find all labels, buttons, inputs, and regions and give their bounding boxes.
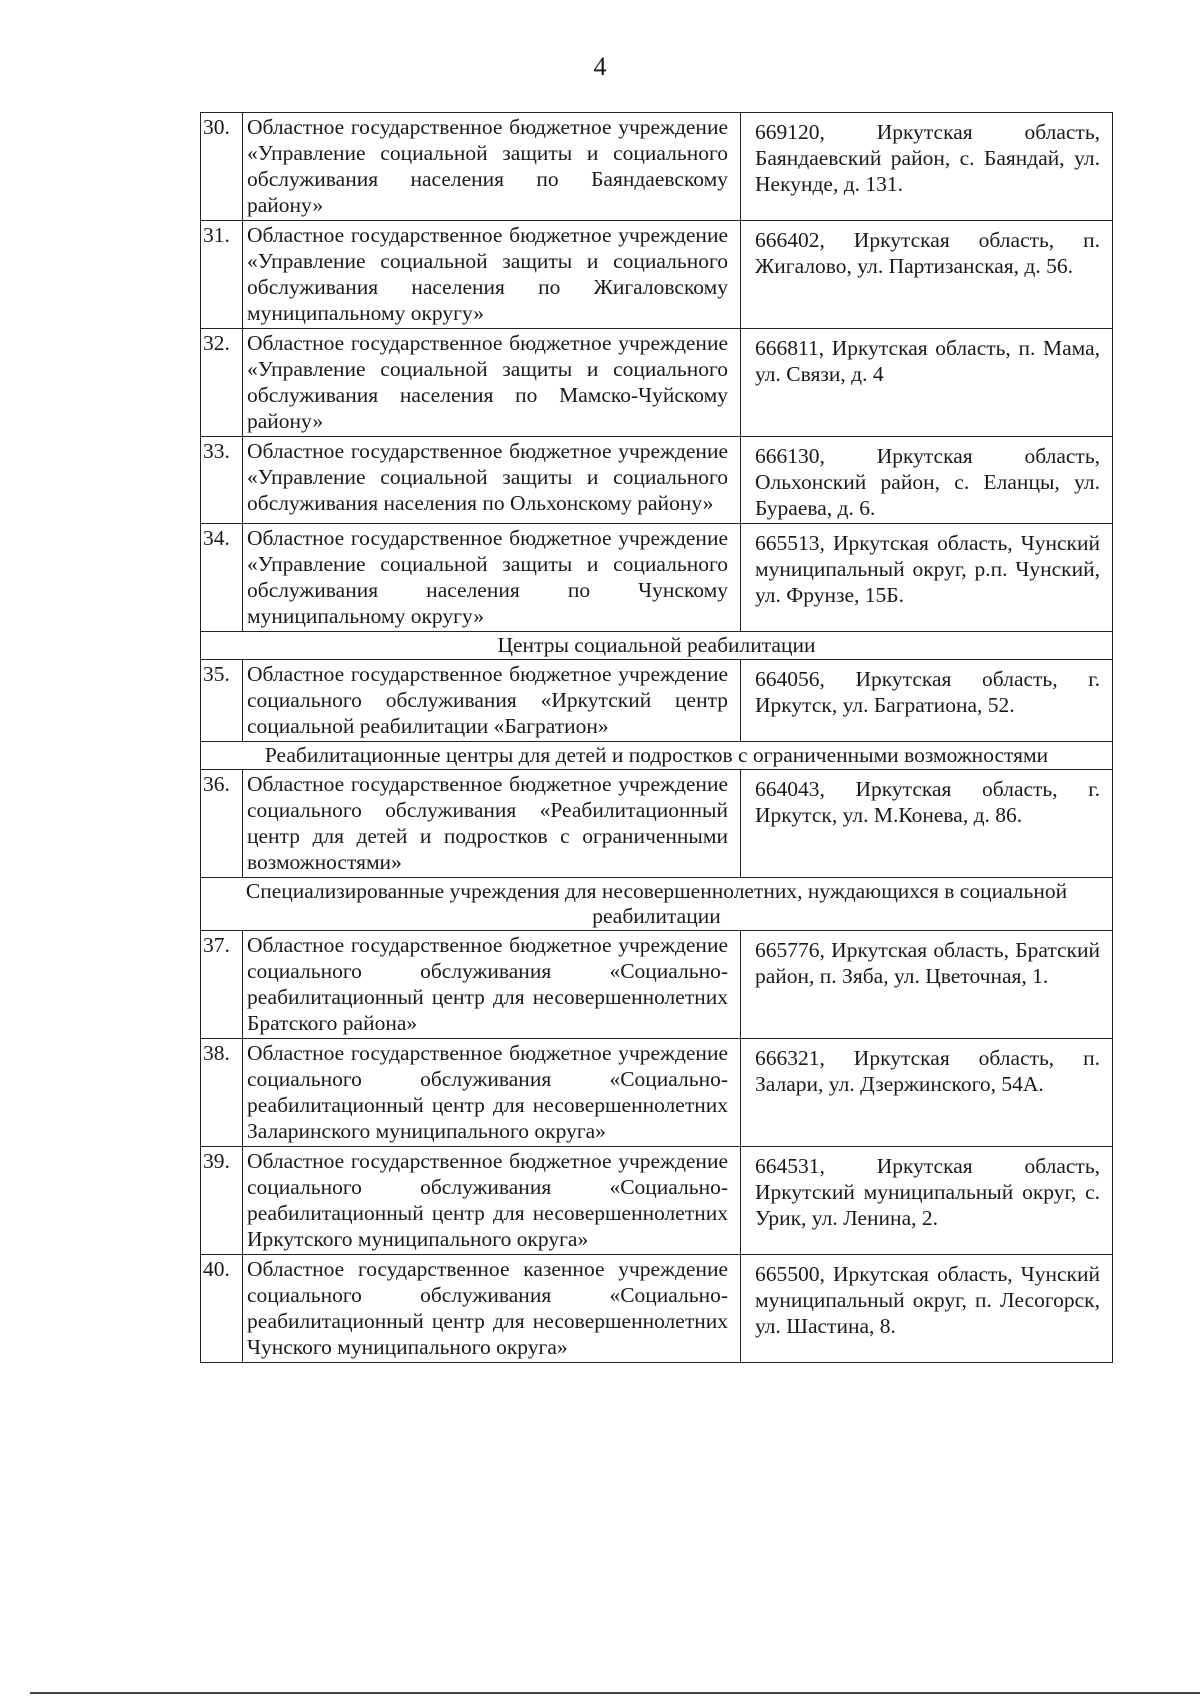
- institution-name: Областное государственное бюджетное учреждение «Управление социальной защиты и социального обслуживания населения по Жигаловскому муниципальному округу»: [243, 221, 741, 329]
- institution-address: 666321, Иркутская область, п. Залари, ул. Дзержинского, 54А.: [741, 1039, 1113, 1147]
- section-title: Специализированные учреждения для несовершеннолетних, нуждающихся в социальной реабилитации: [201, 878, 1113, 931]
- table-row: [201, 221, 1113, 329]
- institution-name: Областное государственное бюджетное учреждение «Управление социальной защиты и социального обслуживания населения по Баяндаевскому району»: [243, 113, 741, 221]
- institutions-table: [200, 112, 1113, 1363]
- row-number: 36.: [201, 770, 243, 878]
- table-row: [201, 437, 1113, 524]
- institution-address: 665776, Иркутская область, Братский район, п. Зяба, ул. Цветочная, 1.: [741, 931, 1113, 1039]
- institution-name: Областное государственное бюджетное учреждение социального обслуживания «Социально-реабилитационный центр для несовершеннолетних Заларинского муниципального округа»: [243, 1039, 741, 1147]
- institution-address: 665500, Иркутская область, Чунский муниципальный округ, п. Лесогорск, ул. Шастина, 8.: [741, 1255, 1113, 1363]
- table-row: [201, 1147, 1113, 1255]
- institution-address: 669120, Иркутская область, Баяндаевский район, с. Баяндай, ул. Некунде, д. 131.: [741, 113, 1113, 221]
- page-number: 4: [593, 52, 607, 81]
- section-header-row: [201, 632, 1113, 660]
- institution-name: Областное государственное бюджетное учреждение социального обслуживания «Реабилитационный центр для детей и подростков с ограниченными возможностями»: [243, 770, 741, 878]
- institution-name: Областное государственное бюджетное учреждение социального обслуживания «Социально-реабилитационный центр для несовершеннолетних Иркутского муниципального округа»: [243, 1147, 741, 1255]
- row-number: 31.: [201, 221, 243, 329]
- table-row: [201, 524, 1113, 632]
- institution-address: 666402, Иркутская область, п. Жигалово, ул. Партизанская, д. 56.: [741, 221, 1113, 329]
- institution-name: Областное государственное бюджетное учреждение социального обслуживания «Социально-реабилитационный центр для несовершеннолетних Братского района»: [243, 931, 741, 1039]
- row-number: 33.: [201, 437, 243, 524]
- bottom-rule: [30, 1692, 1200, 1694]
- row-number: 38.: [201, 1039, 243, 1147]
- section-header-row: [201, 878, 1113, 931]
- table-row: [201, 660, 1113, 742]
- row-number: 40.: [201, 1255, 243, 1363]
- institution-name: Областное государственное бюджетное учреждение «Управление социальной защиты и социального обслуживания населения по Чунскому муниципальному округу»: [243, 524, 741, 632]
- table-row: [201, 1255, 1113, 1363]
- institution-address: 664043, Иркутская область, г. Иркутск, ул. М.Конева, д. 86.: [741, 770, 1113, 878]
- institution-address: 666811, Иркутская область, п. Мама, ул. Связи, д. 4: [741, 329, 1113, 437]
- institution-name: Областное государственное бюджетное учреждение «Управление социальной защиты и социального обслуживания населения по Мамско-Чуйскому району»: [243, 329, 741, 437]
- institution-address: 664531, Иркутская область, Иркутский муниципальный округ, с. Урик, ул. Ленина, 2.: [741, 1147, 1113, 1255]
- institution-name: Областное государственное казенное учреждение социального обслуживания «Социально-реабилитационный центр для несовершеннолетних Чунского муниципального округа»: [243, 1255, 741, 1363]
- section-title: Реабилитационные центры для детей и подростков с ограниченными возможностями: [201, 742, 1113, 770]
- institutions-table-body: [201, 113, 1113, 1363]
- institution-address: 665513, Иркутская область, Чунский муниципальный округ, р.п. Чунский, ул. Фрунзе, 15Б.: [741, 524, 1113, 632]
- section-title: Центры социальной реабилитации: [201, 632, 1113, 660]
- row-number: 37.: [201, 931, 243, 1039]
- row-number: 30.: [201, 113, 243, 221]
- table-row: [201, 329, 1113, 437]
- row-number: 32.: [201, 329, 243, 437]
- row-number: 34.: [201, 524, 243, 632]
- row-number: 35.: [201, 660, 243, 742]
- institution-name: Областное государственное бюджетное учреждение «Управление социальной защиты и социального обслуживания населения по Ольхонскому району»: [243, 437, 741, 524]
- table-row: [201, 770, 1113, 878]
- table-row: [201, 931, 1113, 1039]
- institution-address: 666130, Иркутская область, Ольхонский район, с. Еланцы, ул. Бураева, д. 6.: [741, 437, 1113, 524]
- section-header-row: [201, 742, 1113, 770]
- table-row: [201, 113, 1113, 221]
- institution-name: Областное государственное бюджетное учреждение социального обслуживания «Иркутский центр социальной реабилитации «Багратион»: [243, 660, 741, 742]
- row-number: 39.: [201, 1147, 243, 1255]
- institution-address: 664056, Иркутская область, г. Иркутск, ул. Багратиона, 52.: [741, 660, 1113, 742]
- table-row: [201, 1039, 1113, 1147]
